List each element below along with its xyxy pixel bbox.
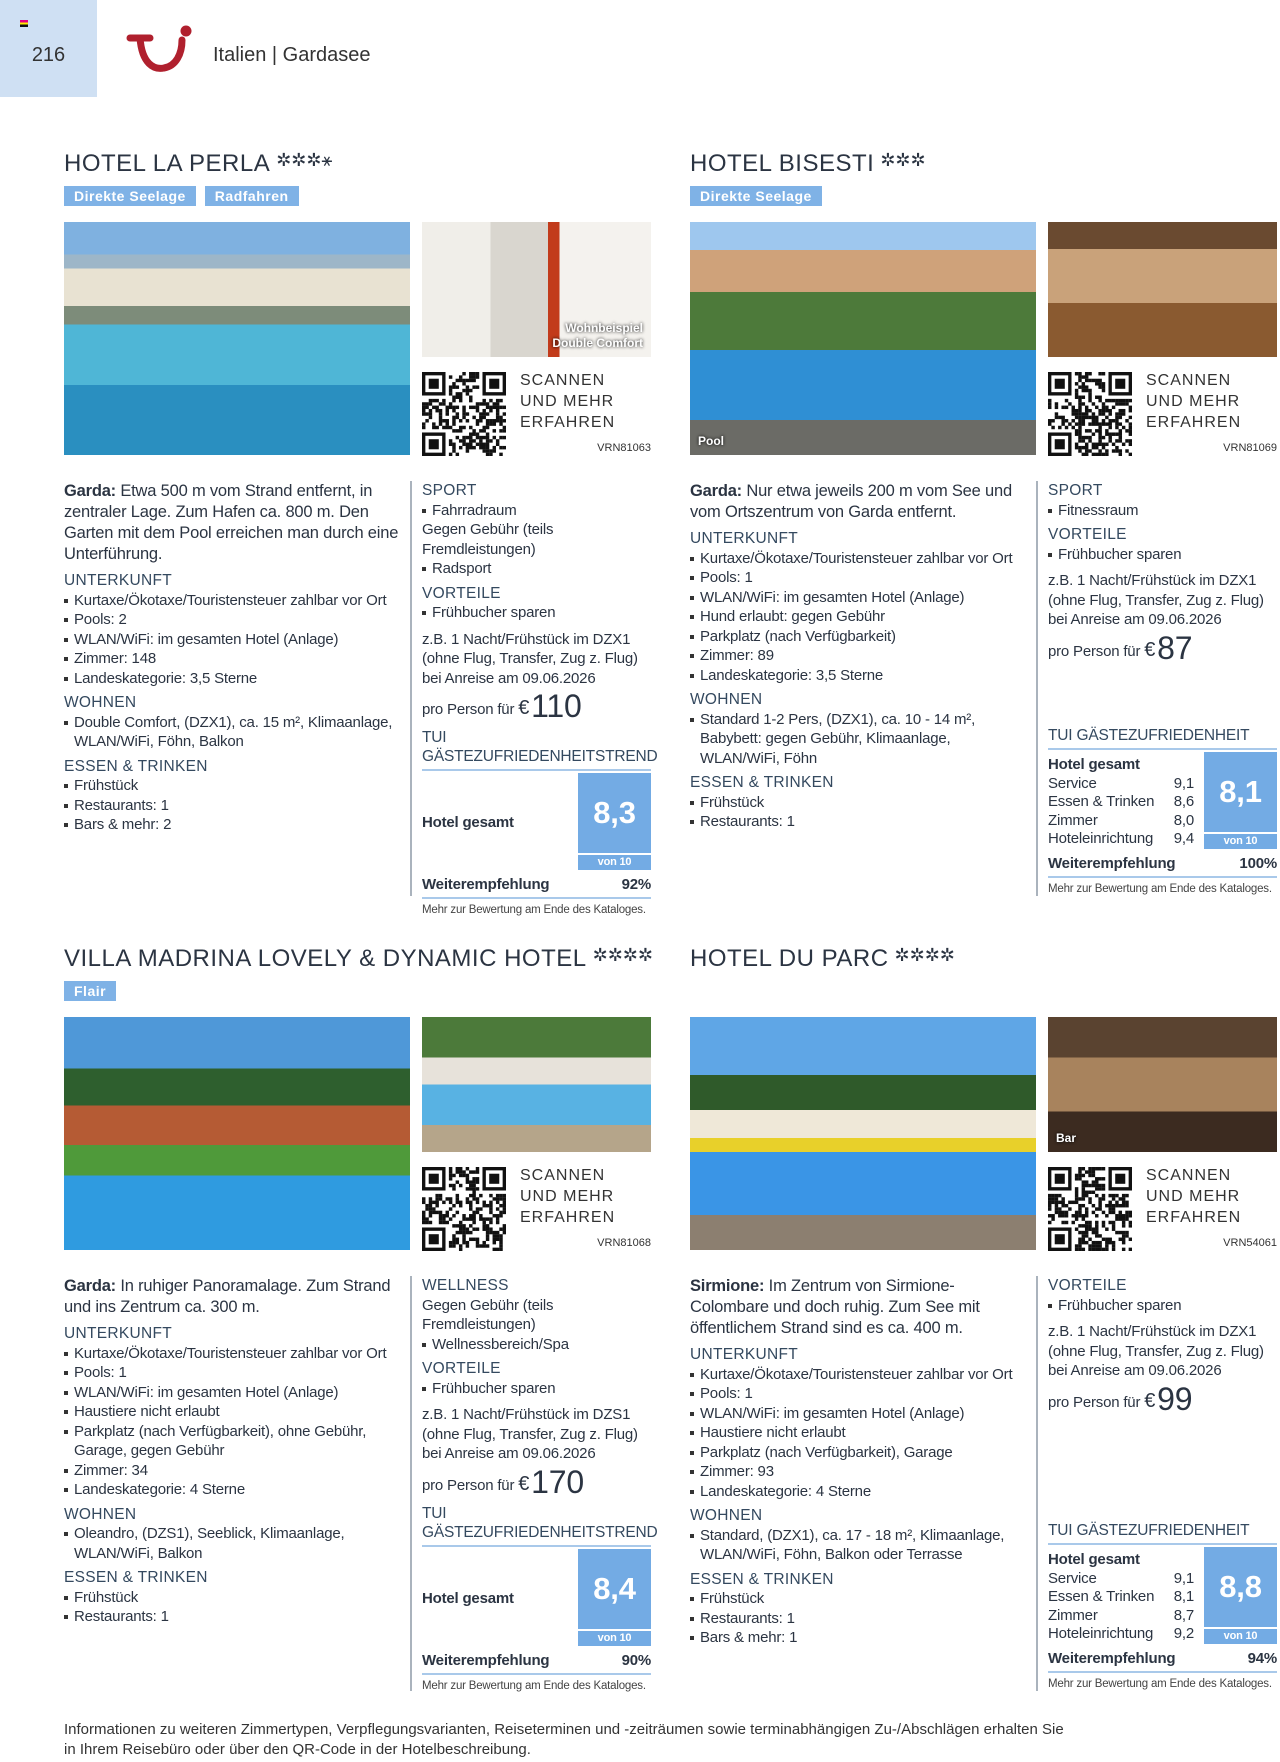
feature-tag: Direkte Seelage [690,186,822,206]
recommendation-row [1048,849,1277,878]
rating-title: TUI GÄSTEZUFRIEDENHEITSTREND [422,728,651,771]
hotel-details [64,1276,658,1692]
scan-text-line: SCANNEN [520,372,606,389]
detail-section [690,1570,1030,1648]
rating-breakdown [1048,752,1204,849]
hotel-details [64,481,658,916]
section-heading: WELLNESS [422,1277,509,1294]
detail-section [64,1505,404,1564]
rating-sub-row [1048,1588,1204,1607]
rating-sub-label: Essen & Trinken [1048,793,1155,810]
section-heading: SPORT [1048,482,1103,499]
price-description: z.B. 1 Nacht/Frühstück im DZX1 (ohne Flug, Transfer, Zug z. Flug) bei Anreise am 09.06.2026 [422,630,638,687]
price-label: pro Person für [1048,1393,1141,1411]
detail-section [64,1324,404,1500]
qr-code[interactable] [1048,372,1132,456]
column-divider [410,1276,412,1691]
section-item: Zimmer: 148 [64,649,404,669]
section-item: WLAN/WiFi: im gesamten Hotel (Anlage) [64,1383,404,1403]
qr-code[interactable] [422,372,506,456]
section-heading: UNTERKUNFT [690,1346,799,1363]
detail-section [64,1568,404,1627]
price-line [422,688,651,728]
scan-text-line: UND MEHR [520,1188,615,1205]
star-rating-icon: ✲✲✲✲ [592,945,653,965]
section-item: Oleandro, (DZS1), Seeblick, Klimaanlage, WLAN/WiFi, Balkon [64,1524,404,1563]
price-block [1048,1320,1277,1421]
rating-note: Mehr zur Bewertung am Ende des Kataloges. [1048,883,1272,895]
guest-rating [422,1504,658,1693]
tui-logo [124,24,194,80]
guest-rating [1048,726,1277,896]
rating-breakdown [1048,1547,1204,1644]
section-item: Restaurants: 1 [690,1609,1030,1629]
intro-location: Garda: [690,482,742,500]
rating-box [1048,752,1277,849]
hotel-title [690,150,926,178]
section-item: Frühbucher sparen [1048,545,1277,565]
section-item: Gegen Gebühr (teils Fremdleistungen) [422,1296,554,1333]
rating-box [422,1549,651,1646]
detail-section [690,773,1030,832]
rating-sub-label: Zimmer [1048,1606,1098,1624]
section-item: Kurtaxe/Ökotaxe/Touristensteuer zahlbar vor Ort [690,549,1030,569]
rating-score: 8,3 [578,773,651,853]
rating-title: TUI GÄSTEZUFRIEDENHEITSTREND [422,1504,651,1547]
rating-box [422,773,651,870]
section-heading: UNTERKUNFT [690,530,799,547]
hotel-details [690,1276,1277,1691]
tag-list [64,186,299,206]
section-item: Hund erlaubt: gegen Gebühr [690,607,1030,627]
section-heading: ESSEN & TRINKEN [690,1570,834,1588]
photo-caption: Bar [1056,1131,1077,1145]
price-description: z.B. 1 Nacht/Frühstück im DZS1 (ohne Flug, Transfer, Zug z. Flug) bei Anreise am 09.06.2026 [422,1406,638,1462]
section-heading: SPORT [422,482,477,499]
price-label: pro Person für [422,1476,515,1494]
price-description: z.B. 1 Nacht/Frühstück im DZX1 (ohne Flug, Transfer, Zug z. Flug) bei Anreise am 09.06.2026 [1048,1323,1264,1379]
rating-score-badge [1204,752,1277,849]
rating-note: Mehr zur Bewertung am Ende des Kataloges. [1048,1678,1272,1690]
hotel-name: VILLA MADRINA LOVELY & DYNAMIC HOTEL [64,945,587,972]
price-label: pro Person für [422,701,515,718]
hotel-photo [64,1017,410,1250]
section-item: Landeskategorie: 3,5 Sterne [64,669,404,689]
section-item: Landeskategorie: 4 Sterne [690,1482,1030,1502]
section-item: Zimmer: 93 [690,1462,1030,1482]
section-item: Fitnessraum [1048,501,1277,521]
section-heading: VORTEILE [1048,1277,1127,1294]
rating-score-badge [578,773,651,870]
room-photo [422,222,651,357]
price-description: z.B. 1 Nacht/Frühstück im DZX1 (ohne Flug, Transfer, Zug z. Flug) bei Anreise am 09.06.2026 [1048,572,1264,628]
intro-location: Garda: [64,482,116,500]
section-item: Standard, (DZX1), ca. 17 - 18 m², Klimaanlage, WLAN/WiFi, Föhn, Balkon oder Terrasse [690,1526,1030,1565]
room-photo [422,1017,651,1152]
hotel-title [64,150,332,178]
scan-prompt [520,1165,615,1228]
rating-sub-label: Service [1048,1569,1097,1587]
section-item: Frühbucher sparen [422,603,651,623]
region-title: Italien | Gardasee [213,44,371,66]
hotel-intro [64,481,404,565]
intro-text: In ruhiger Panoramalage. Zum Strand und ins Zentrum ca. 300 m. [64,1277,391,1316]
details-left [690,1276,1030,1653]
hotel-card [64,150,658,916]
recommendation-value: 90% [621,1651,651,1669]
tag-list [64,981,116,1001]
section-item: Frühstück [64,776,404,796]
hotel-title [690,945,955,973]
section-item: Parkplatz (nach Verfügbarkeit) [690,627,1030,647]
section-item: Double Comfort, (DZX1), ca. 15 m², Klimaanlage, WLAN/WiFi, Föhn, Balkon [64,713,404,752]
rating-sub-value: 8,1 [1173,1588,1194,1605]
hotel-photo [690,222,1036,455]
intro-text: Etwa 500 m vom Strand entfernt, in zentraler Lage. Zum Hafen ca. 800 m. Den Garten mit dem Pool erreichen man durch eine Unterführung. [64,482,399,563]
star-rating-icon: ✲✲✲✲ [894,945,955,965]
scan-text-line: ERFAHREN [520,1209,616,1226]
hotel-intro [64,1276,404,1318]
hotel-photo [64,222,410,455]
section-item: Restaurants: 1 [64,1607,404,1627]
section-heading: ESSEN & TRINKEN [690,774,834,791]
column-divider [1036,1276,1038,1691]
rating-score: 8,8 [1204,1547,1277,1627]
detail-section [422,1359,651,1398]
rating-sub-row [1048,1570,1204,1589]
page-number: 216 [31,44,66,66]
section-heading: WOHNEN [64,1505,137,1523]
rating-score-badge [1204,1547,1277,1644]
section-item: WLAN/WiFi: im gesamten Hotel (Anlage) [64,630,404,650]
section-item: Landeskategorie: 3,5 Sterne [690,666,1030,686]
section-item: Pools: 2 [64,610,404,630]
section-heading: WOHNEN [690,691,763,708]
section-item: Zimmer: 89 [690,646,1030,666]
details-left [64,1276,404,1632]
scan-prompt [1146,370,1241,433]
rating-sub-label: Zimmer [1048,811,1098,829]
section-heading: ESSEN & TRINKEN [64,1569,208,1586]
section-item: Zimmer: 34 [64,1461,404,1481]
photo-caption: Pool [698,434,724,448]
scan-prompt [1146,1165,1241,1228]
detail-section [64,571,404,688]
detail-section [690,1345,1030,1501]
intro-location: Garda: [64,1277,116,1295]
detail-section [1048,1276,1277,1315]
room-photo [1048,1017,1277,1152]
price-block [422,628,651,729]
section-item: Standard 1-2 Pers, (DZX1), ca. 10 - 14 m², Babybett: gegen Gebühr, Klimaanlage, WLAN/WiFi, Föhn [690,710,1030,769]
booking-code: VRN81063 [597,442,651,454]
tag-list [690,186,822,206]
details-right [1048,1276,1277,1691]
section-heading: ESSEN & TRINKEN [64,757,208,775]
rating-sub-value: 9,1 [1173,774,1194,792]
detail-section [1048,525,1277,564]
recommendation-row [1048,1644,1277,1673]
intro-location: Sirmione: [690,1277,765,1295]
section-item: Restaurants: 1 [64,796,404,816]
page-number-box [0,0,97,97]
star-rating-icon: ✲✲✲ [880,150,926,170]
section-item: Kurtaxe/Ökotaxe/Touristensteuer zahlbar vor Ort [64,1344,404,1364]
hotel-photo [690,1017,1036,1250]
rating-sub-row [1048,775,1204,794]
section-item: Pools: 1 [690,568,1030,588]
section-item: Parkplatz (nach Verfügbarkeit), ohne Gebühr, Garage, gegen Gebühr [64,1422,404,1461]
rating-sub-row [1048,812,1204,831]
price-value: 170 [531,1463,584,1500]
qr-code[interactable] [422,1167,506,1251]
section-item: Fahrradraum [422,501,651,521]
detail-section [1048,481,1277,520]
guest-rating [422,728,658,917]
booking-code: VRN81068 [597,1237,651,1249]
price-line [1048,1381,1277,1421]
rating-scale: von 10 [1204,1629,1277,1644]
detail-section [422,1276,651,1354]
rating-sub-row [1048,1607,1204,1626]
recommendation-value: 92% [621,876,651,893]
recommendation-label: Weiterempfehlung [1048,855,1176,872]
detail-section [422,584,651,623]
rating-score: 8,1 [1204,752,1277,832]
hotel-name: HOTEL DU PARC [690,945,889,972]
scan-text-line: ERFAHREN [520,414,616,431]
rating-sub-row [1048,830,1204,849]
rating-overall-label: Hotel gesamt [422,1589,514,1607]
scan-text-line: SCANNEN [1146,372,1232,389]
rating-sub-row [1048,793,1204,812]
rating-sub-value: 9,4 [1173,830,1194,847]
section-item: Restaurants: 1 [690,812,1030,832]
price-value: 110 [531,688,582,724]
section-item: WLAN/WiFi: im gesamten Hotel (Anlage) [690,588,1030,608]
intro-text: Nur etwa jeweils 200 m vom See und vom Ortszentrum von Garda entfernt. [690,482,1012,521]
section-heading: WOHNEN [690,1507,763,1524]
section-item: WLAN/WiFi: im gesamten Hotel (Anlage) [690,1404,1030,1424]
hotel-name: HOTEL LA PERLA [64,150,271,177]
rating-sub-row [1048,1625,1204,1644]
section-item: Bars & mehr: 2 [64,815,404,835]
qr-code[interactable] [1048,1167,1132,1251]
recommendation-label: Weiterempfehlung [422,876,550,893]
intro-text: Im Zentrum von Sirmione-Colombare und doch ruhig. Zum See mit öffentlichem Strand sind es ca. 400 m. [690,1277,980,1337]
rating-scale: von 10 [578,1631,651,1646]
rating-overall-label: Hotel gesamt [422,814,514,832]
hotel-name: HOTEL BISESTI [690,150,875,177]
details-left [64,481,404,840]
section-item: Frühstück [690,793,1030,813]
footer-note: Informationen zu weiteren Zimmertypen, Verpflegungsvarianten, Reiseterminen und -zeiträumen sowie terminabhängigen Zu-/Abschlägen erhalten Sie in Ihrem Reisebüro oder über den QR-Code in der Hotelbeschreibung. [64,1721,1064,1758]
recommendation-label: Weiterempfehlung [1048,1650,1176,1667]
section-item: Kurtaxe/Ökotaxe/Touristensteuer zahlbar vor Ort [64,591,404,611]
price-block [422,1403,651,1504]
recommendation-row [422,870,651,899]
section-heading: VORTEILE [422,1360,501,1377]
section-item: Pools: 1 [64,1363,404,1383]
section-item: Haustiere nicht erlaubt [690,1423,1030,1443]
rating-note: Mehr zur Bewertung am Ende des Kataloges. [422,904,646,916]
section-item: Bars & mehr: 1 [690,1628,1030,1648]
rating-breakdown [422,773,578,870]
price-value: 87 [1157,629,1193,666]
section-item: Wellnessbereich/Spa [422,1335,651,1355]
price-value: 99 [1157,1380,1193,1417]
scan-text-line: SCANNEN [520,1167,606,1184]
rating-sub-label: Hoteleinrichtung [1048,1625,1154,1642]
recommendation-row [422,1646,651,1675]
scan-text-line: ERFAHREN [1146,1209,1242,1226]
detail-section [690,1506,1030,1565]
guest-rating [1048,1521,1277,1691]
rating-sub-value: 9,2 [1173,1625,1194,1642]
rating-title: TUI GÄSTEZUFRIEDENHEIT [1048,726,1277,750]
currency-symbol: € [1144,638,1156,661]
rating-note: Mehr zur Bewertung am Ende des Kataloges. [422,1679,646,1692]
feature-tag: Radfahren [205,186,299,206]
price-line [422,1464,651,1504]
section-item: Parkplatz (nach Verfügbarkeit), Garage [690,1443,1030,1463]
rating-sub-value: 8,0 [1173,811,1194,829]
details-left [690,481,1030,837]
section-item: Frühstück [64,1588,404,1608]
room-photo [1048,222,1277,357]
scan-text-line: SCANNEN [1146,1167,1232,1184]
section-item: Kurtaxe/Ökotaxe/Touristensteuer zahlbar vor Ort [690,1365,1030,1385]
rating-sub-label: Essen & Trinken [1048,1588,1155,1605]
feature-tag: Direkte Seelage [64,186,196,206]
hotel-title [64,945,653,973]
currency-symbol: € [1144,1389,1156,1412]
rating-breakdown [422,1549,578,1646]
hotel-intro [690,481,1030,523]
section-item: Frühbucher sparen [422,1379,651,1399]
section-heading: VORTEILE [422,584,501,602]
hotel-intro [690,1276,1030,1339]
rating-sub-value: 8,7 [1173,1606,1194,1624]
price-label: pro Person für [1048,642,1141,660]
feature-tag: Flair [64,981,116,1001]
section-item: Frühstück [690,1589,1030,1609]
details-right [1048,481,1277,896]
section-item: Haustiere nicht erlaubt [64,1402,404,1422]
column-divider [410,481,412,896]
section-item: Pools: 1 [690,1384,1030,1404]
rating-sub-label: Service [1048,774,1097,792]
rating-score-badge [578,1549,651,1646]
section-heading: UNTERKUNFT [64,1325,173,1342]
recommendation-value: 100% [1239,855,1277,872]
currency-symbol: € [518,1472,530,1495]
rating-title: TUI GÄSTEZUFRIEDENHEIT [1048,1521,1277,1545]
rating-sub-value: 9,1 [1173,1569,1194,1587]
section-item: Radsport [422,559,651,579]
recommendation-label: Weiterempfehlung [422,1651,550,1669]
column-divider [1036,481,1038,896]
star-rating-icon: ✲✲✲⚹ [276,150,333,170]
rating-scale: von 10 [578,855,651,870]
rating-scale: von 10 [1204,834,1277,849]
hotel-details [690,481,1277,896]
detail-section [64,757,404,835]
currency-symbol: € [518,697,530,719]
scan-prompt [520,370,615,433]
price-block [1048,569,1277,670]
details-right [422,481,658,916]
recommendation-value: 94% [1247,1650,1277,1667]
detail-section [422,481,651,579]
section-item: Gegen Gebühr (teils Fremdleistungen) [422,521,554,558]
section-item: Frühbucher sparen [1048,1296,1277,1316]
rating-score: 8,4 [578,1549,651,1629]
scan-text-line: UND MEHR [1146,393,1241,410]
rating-box [1048,1547,1277,1644]
rating-sub-value: 8,6 [1173,793,1194,810]
hotel-card [690,150,1277,900]
hotel-card [64,945,658,1695]
hotel-card [690,945,1277,1695]
detail-section [690,690,1030,768]
section-heading: VORTEILE [1048,526,1127,543]
rating-sub-label: Hoteleinrichtung [1048,830,1154,847]
section-heading: WOHNEN [64,694,137,711]
section-heading: UNTERKUNFT [64,572,173,589]
scan-text-line: UND MEHR [1146,1188,1241,1205]
section-item: Landeskategorie: 4 Sterne [64,1480,404,1500]
booking-code: VRN81069 [1223,442,1277,454]
detail-section [690,529,1030,685]
detail-section [64,693,404,752]
rating-overall-label: Hotel gesamt [1048,1551,1140,1568]
scan-text-line: UND MEHR [520,393,615,410]
rating-overall-label: Hotel gesamt [1048,756,1140,773]
booking-code: VRN54061 [1223,1237,1277,1249]
color-marker [20,20,28,27]
price-line [1048,630,1277,670]
scan-text-line: ERFAHREN [1146,414,1242,431]
details-right [422,1276,658,1692]
photo-caption: Wohnbeispiel Double Comfort [552,321,643,350]
